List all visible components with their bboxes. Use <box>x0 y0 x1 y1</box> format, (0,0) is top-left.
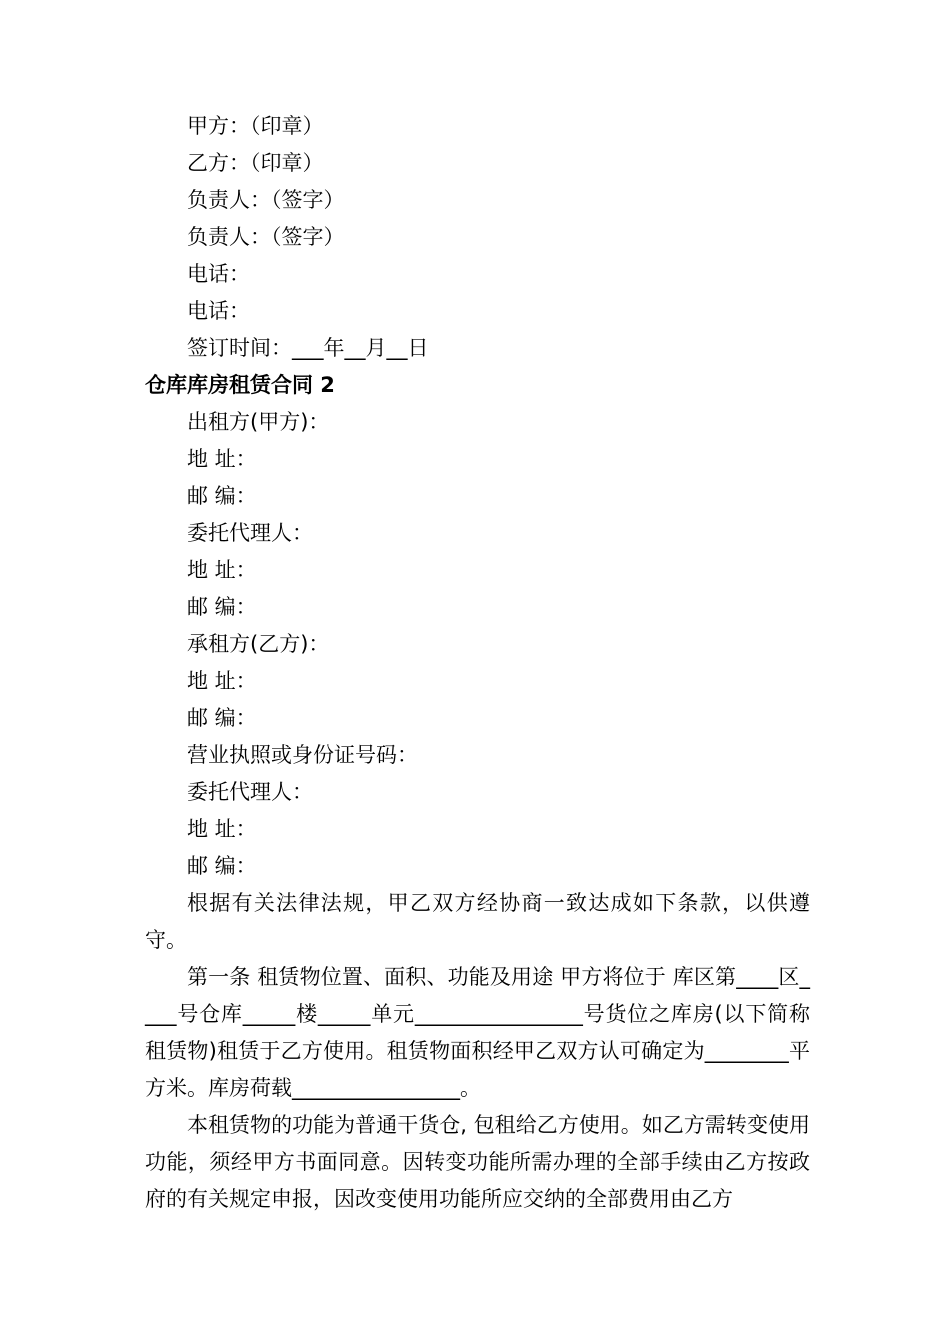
lessor-agent-label: 委托代理人： <box>187 521 313 545</box>
lessor-agent-address: 地 址： <box>187 558 257 582</box>
party-a-phone-line: 电话： <box>187 262 250 286</box>
party-a-representative-line: 负责人：（签字） <box>187 188 345 212</box>
lessor-label: 出租方(甲方)： <box>187 410 330 434</box>
intro-paragraph: 根据有关法律法规，甲乙双方经协商一致达成如下条款，以供遵守。 <box>145 891 810 952</box>
lessee-address: 地 址： <box>187 669 257 693</box>
lessee-agent-label: 委托代理人： <box>187 780 313 804</box>
contract-2-title: 仓库库房租赁合同 2 <box>145 373 335 397</box>
lessee-agent-address: 地 址： <box>187 817 257 841</box>
signing-date-line: 签订时间：___年__月__日 <box>187 336 429 360</box>
article-1-usage-paragraph: 本租赁物的功能为普通干货仓, 包租给乙方使用。如乙方需转变使用功能，须经甲方书面同意。因转变功能所需办理的全部手续由乙方按政府的有关规定申报，因改变使用功能所应交纳的全部费用由乙方 <box>145 1113 810 1211</box>
document-body <box>145 108 810 1218</box>
lessee-postcode: 邮 编： <box>187 706 257 730</box>
party-b-seal-line: 乙方：（印章） <box>187 151 324 175</box>
party-a-seal-line: 甲方：（印章） <box>187 114 324 138</box>
lessor-agent-postcode: 邮 编： <box>187 595 257 619</box>
lessee-agent-postcode: 邮 编： <box>187 854 257 878</box>
party-b-phone-line: 电话： <box>187 299 250 323</box>
article-1-paragraph: 第一条 租赁物位置、面积、功能及用途 甲方将位于 库区第____区____号仓库_____楼_____单元________________号货位之库房(以下简称租赁物)租赁于乙方使用。租赁物面积经甲乙双方认可确定为________平方米。库房荷载________________。 <box>145 965 810 1100</box>
party-b-representative-line: 负责人：（签字） <box>187 225 345 249</box>
lessee-label: 承租方(乙方)： <box>187 632 330 656</box>
lessor-address: 地 址： <box>187 447 257 471</box>
lessor-postcode: 邮 编： <box>187 484 257 508</box>
lessee-license-id: 营业执照或身份证号码： <box>187 743 418 767</box>
